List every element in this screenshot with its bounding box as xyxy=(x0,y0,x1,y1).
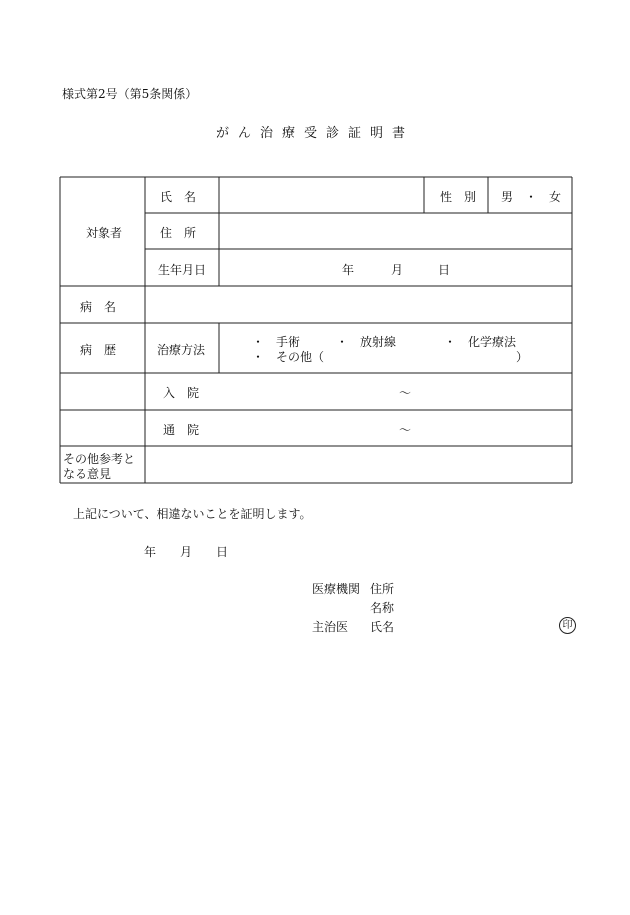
page-title: がん治療受診証明書 xyxy=(215,126,414,141)
treatment-options-line1[interactable]: ・ 手術 ・ 放射線 ・ 化学療法 xyxy=(252,335,517,349)
history-label: 病 歴 xyxy=(80,343,117,357)
address-field[interactable] xyxy=(220,214,571,248)
gender-options[interactable]: 男 ・ 女 xyxy=(501,190,562,204)
doctor-label: 主治医 xyxy=(312,620,349,634)
other-opinion-label-line1: その他参考と xyxy=(63,452,136,466)
dob-label: 生年月日 xyxy=(158,263,207,277)
institution-name-label: 名称 xyxy=(370,601,395,615)
disease-field[interactable] xyxy=(146,287,571,322)
hospitalization-label: 入 院 xyxy=(163,386,200,400)
outpatient-tilde: ～ xyxy=(399,423,412,437)
institution-label: 医療機関 xyxy=(312,582,361,596)
hospitalization-field[interactable] xyxy=(219,374,571,409)
address-label: 住 所 xyxy=(160,226,197,240)
institution-address-label: 住所 xyxy=(370,582,395,596)
other-opinion-field[interactable] xyxy=(146,447,571,482)
doctor-name-label: 氏名 xyxy=(370,620,395,634)
name-label: 氏 名 xyxy=(160,190,197,204)
disease-label: 病 名 xyxy=(80,300,117,314)
hospitalization-tilde: ～ xyxy=(399,386,412,400)
issue-date-month: 月 xyxy=(180,545,193,559)
certification-statement: 上記について、相違ないことを証明します。 xyxy=(73,507,312,521)
gender-label: 性 別 xyxy=(440,190,477,204)
subject-label: 対象者 xyxy=(86,226,123,240)
dob-day: 日 xyxy=(438,263,451,277)
treatment-options-line2[interactable]: ・ その他（ ） xyxy=(252,350,529,364)
form-number: 様式第2号（第5条関係） xyxy=(62,87,198,101)
name-field[interactable] xyxy=(220,178,423,212)
issue-date-year: 年 xyxy=(144,545,157,559)
issue-date-day: 日 xyxy=(216,545,229,559)
outpatient-label: 通 院 xyxy=(163,423,200,437)
dob-month: 月 xyxy=(391,263,404,277)
seal-mark: 印 xyxy=(559,617,576,634)
dob-field[interactable] xyxy=(220,250,571,285)
dob-year: 年 xyxy=(342,263,355,277)
treatment-label: 治療方法 xyxy=(157,343,206,357)
outpatient-field[interactable] xyxy=(219,411,571,445)
other-opinion-label-line2: なる意見 xyxy=(63,467,112,481)
